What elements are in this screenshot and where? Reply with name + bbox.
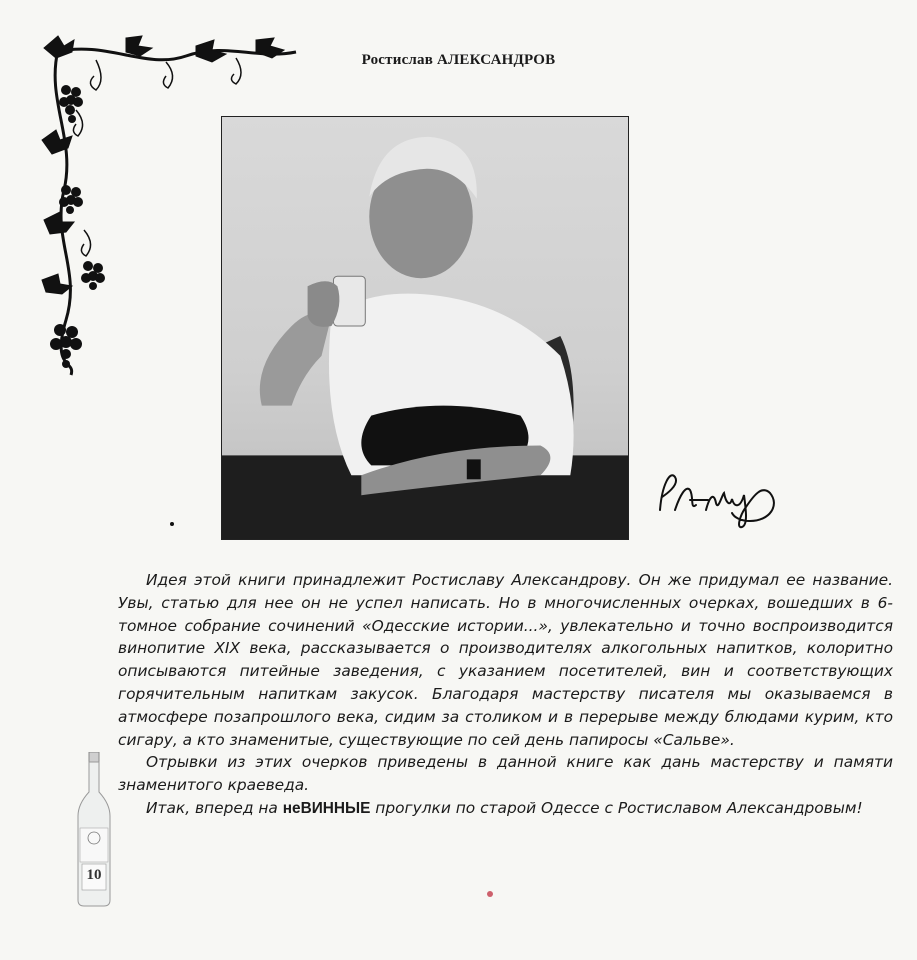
paragraph-3-end: прогулки по старой Одессе с Ростиславом Александровым! xyxy=(370,798,863,817)
article-body xyxy=(118,569,893,821)
signature-icon xyxy=(650,455,790,535)
paragraph-1: Идея этой книги принадлежит Ростиславу Александрову. Он же придумал ее название. Увы, статью для нее он не успел написать. Но в многочисленных очерках, вошедших в 6-томное собрание сочинений «Одесские истории...», увлекательно и точно воспроизводится винопитие XIX века, рассказывается о производителях алкогольных напитков, колоритно описываются питейные заведения, с указанием посетителей, вин и соответствующих горячительным напиткам закусок. Благодаря мастерству писателя мы оказываемся в атмосфере позапрошлого века, сидим за столиком и в перерыве между блюдами курим, кто сигару, а кто знаменитые, существующие по сей день папиросы «Сальве». xyxy=(118,571,893,749)
page-title: Ростислав АЛЕКСАНДРОВ xyxy=(361,52,556,68)
paragraph-2: Отрывки из этих очерков приведены в данной книге как дань мастерству и памяти знаменитого краеведа. xyxy=(118,753,893,795)
paragraph-3 xyxy=(118,797,893,821)
paragraph-3-emphasis: неВИННЫЕ xyxy=(282,799,371,817)
author-photo xyxy=(221,116,629,540)
speck xyxy=(170,522,174,526)
paragraph-3-start: Итак, вперед на xyxy=(146,798,283,817)
red-speck xyxy=(487,891,493,897)
bottle-label-number: 10 xyxy=(86,867,102,883)
